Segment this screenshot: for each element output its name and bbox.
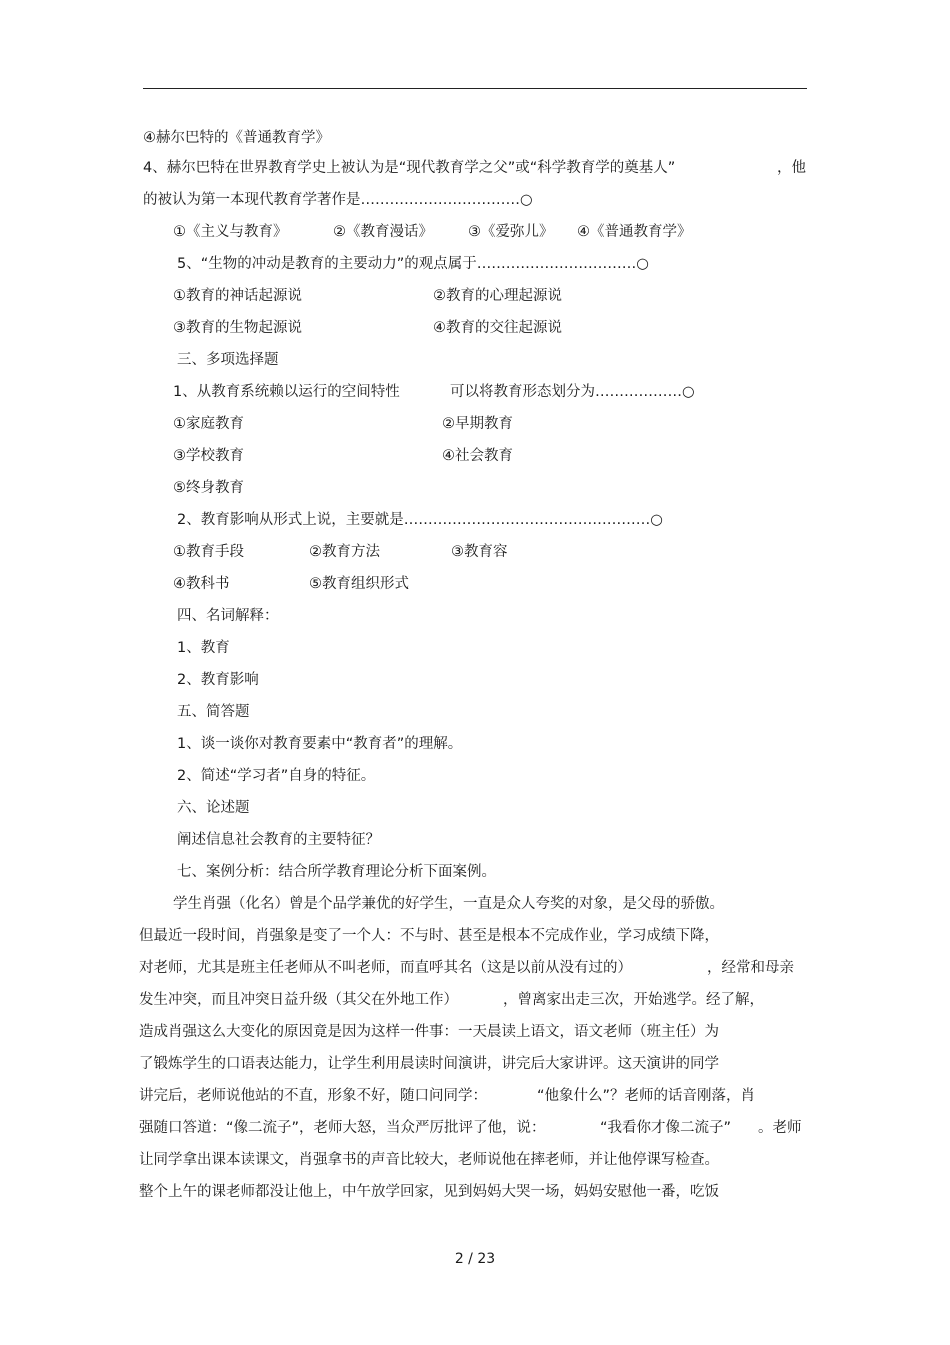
case-paragraph-line: 但最近一段时间，肖强象是变了一个人：不与时、甚至是根本不完成作业，学习成绩下降，	[139, 928, 719, 944]
option-text: ②《教育漫话》	[333, 224, 433, 240]
question-text: 1、教育	[177, 640, 230, 656]
section-heading: 四、名词解释：	[177, 608, 279, 624]
question-text: 阐述信息社会教育的主要特征？	[177, 832, 380, 848]
section-heading: 五、简答题	[177, 704, 250, 720]
option-text: ①教育的神话起源说	[173, 288, 302, 304]
header-rule	[143, 88, 807, 89]
option-text: ⑤教育组织形式	[309, 576, 409, 592]
question-text: 2、简述“学习者”自身的特征。	[177, 768, 376, 784]
option-text: ①教育手段	[173, 544, 244, 560]
section-heading: 三、多项选择题	[177, 352, 279, 368]
option-text: ③教育容	[451, 544, 508, 560]
option-text: ③学校教育	[173, 448, 244, 464]
question-text: 1、谈一谈你对教育要素中“教育者”的理解。	[177, 736, 463, 752]
option-text: ①《主义与教育》	[173, 224, 288, 240]
case-paragraph-line: 讲完后，老师说他站的不直，形象不好，随口问同学：	[139, 1088, 487, 1104]
case-paragraph-line: 让同学拿出课本读课文，肖强拿书的声音比较大，老师说他在摔老师，并让他停课写检查。	[139, 1152, 719, 1168]
case-paragraph-line: 。老师	[758, 1120, 802, 1136]
section-heading: 六、论述题	[177, 800, 250, 816]
option-text: ③《爱弥儿》	[468, 224, 554, 240]
case-paragraph-line: 了锻炼学生的口语表达能力，让学生利用晨读时间演讲，讲完后大家讲评。这天演讲的同学	[139, 1056, 719, 1072]
case-paragraph-line: “我看你才像二流子”	[600, 1120, 732, 1136]
case-paragraph-line: 对老师，尤其是班主任老师从不叫老师，而直呼其名（这是以前从没有过的）	[139, 960, 632, 976]
case-paragraph-line: 学生肖强（化名）曾是个品学兼优的好学生，一直是众人夸奖的对象，是父母的骄傲。	[173, 896, 724, 912]
case-paragraph-line: 整个上午的课老师都没让他上，中午放学回家，见到妈妈大哭一场，妈妈安慰他一番，吃饭	[139, 1184, 719, 1200]
case-paragraph-line: 强随口答道：“像二流子”，老师大怒，当众严厉批评了他，说：	[139, 1120, 546, 1136]
option-text: ⑤终身教育	[173, 480, 244, 496]
page-number: 2 / 23	[454, 1251, 496, 1267]
option-text: ④《普通教育学》	[577, 224, 692, 240]
question-text: ，他	[777, 160, 806, 176]
question-text: 2、教育影响从形式上说，主要就是……………………………………………○	[177, 512, 663, 528]
question-text: 2、教育影响	[177, 672, 259, 688]
case-paragraph-line: 造成肖强这么大变化的原因竟是因为这样一件事：一天晨读上语文，语文老师（班主任）为	[139, 1024, 719, 1040]
case-paragraph-line: ，经常和母亲	[707, 960, 794, 976]
case-paragraph-line: 发生冲突，而且冲突日益升级（其父在外地工作）	[139, 992, 458, 1008]
question-text: 1、从教育系统赖以运行的空间特性	[173, 384, 400, 400]
option-text: ③教育的生物起源说	[173, 320, 302, 336]
option-text: ②早期教育	[442, 416, 513, 432]
option-text: ②教育方法	[309, 544, 380, 560]
option-text: ④教育的交往起源说	[433, 320, 562, 336]
case-paragraph-line: ，曾离家出走三次，开始逃学。经了解，	[503, 992, 764, 1008]
question-text: 的被认为第一本现代教育学著作是……………………………○	[143, 192, 533, 208]
section-heading: 七、案例分析：结合所学教育理论分析下面案例。	[177, 864, 496, 880]
option-text: ④赫尔巴特的《普通教育学》	[143, 130, 330, 146]
question-text: 4、赫尔巴特在世界教育学史上被认为是“现代教育学之父”或“科学教育学的奠基人”	[143, 160, 676, 176]
question-text: 可以将教育形态划分为………………○	[450, 384, 695, 400]
question-text: 5、“生物的冲动是教育的主要动力”的观点属于……………………………○	[177, 256, 649, 272]
case-paragraph-line: “他象什么”？老师的话音刚落，肖	[537, 1088, 756, 1104]
option-text: ④教科书	[173, 576, 230, 592]
option-text: ④社会教育	[442, 448, 513, 464]
option-text: ②教育的心理起源说	[433, 288, 562, 304]
option-text: ①家庭教育	[173, 416, 244, 432]
